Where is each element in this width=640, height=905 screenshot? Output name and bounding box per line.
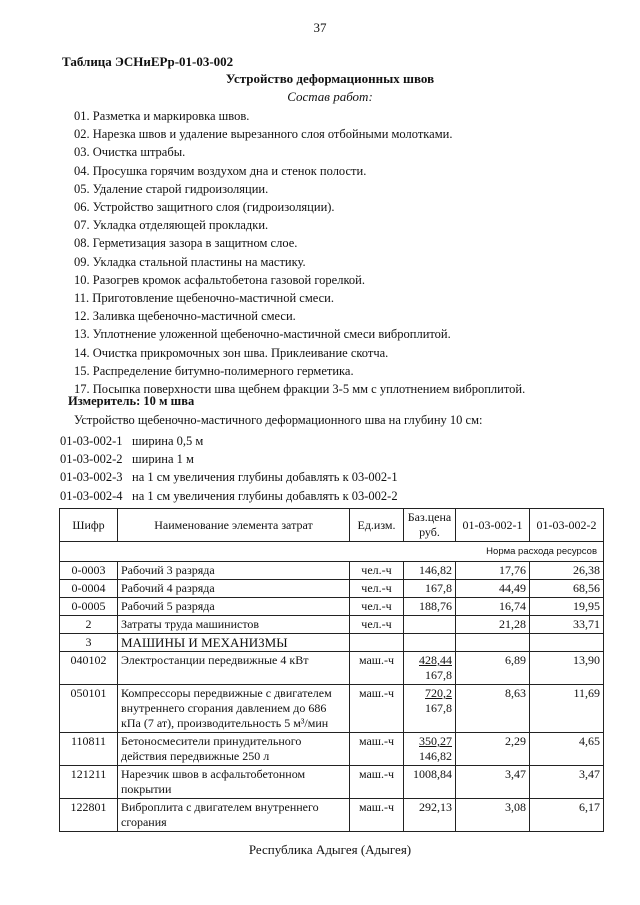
cell-value-1: 16,74 bbox=[456, 598, 530, 616]
cell-price bbox=[404, 634, 456, 652]
variant-item bbox=[60, 450, 398, 468]
cell-name: МАШИНЫ И МЕХАНИЗМЫ bbox=[118, 634, 350, 652]
cell-value-2: 26,38 bbox=[530, 562, 604, 580]
cell-unit bbox=[350, 634, 404, 652]
variant-code: 01-03-002-1 bbox=[60, 434, 123, 448]
header-price: Баз.цена руб. bbox=[404, 509, 456, 542]
cell-code: 121211 bbox=[60, 766, 118, 799]
cell-price bbox=[404, 685, 456, 733]
table-header-row bbox=[60, 509, 604, 542]
cell-price: 146,82 bbox=[404, 562, 456, 580]
header-name: Наименование элемента затрат bbox=[118, 509, 350, 542]
table-row bbox=[60, 685, 604, 733]
cell-code: 3 bbox=[60, 634, 118, 652]
cell-value-1: 44,49 bbox=[456, 580, 530, 598]
cell-price bbox=[404, 652, 456, 685]
cell-name: Затраты труда машинистов bbox=[118, 616, 350, 634]
cell-name: Рабочий 3 разряда bbox=[118, 562, 350, 580]
cell-unit: маш.-ч bbox=[350, 652, 404, 685]
work-item: 07. Укладка отделяющей прокладки. bbox=[74, 218, 269, 233]
cell-unit: маш.-ч bbox=[350, 766, 404, 799]
cell-code: 050101 bbox=[60, 685, 118, 733]
cell-name: Нарезчик швов в асфальтобетонном покрытии bbox=[118, 766, 350, 799]
work-item: 08. Герметизация зазора в защитном слое. bbox=[74, 236, 298, 251]
cell-value-2: 11,69 bbox=[530, 685, 604, 733]
cell-code: 040102 bbox=[60, 652, 118, 685]
header-col1: 01-03-002-1 bbox=[456, 509, 530, 542]
table-title: Устройство деформационных швов bbox=[225, 71, 435, 86]
cell-value-1: 8,63 bbox=[456, 685, 530, 733]
cell-price bbox=[404, 616, 456, 634]
page-number: 37 bbox=[313, 20, 327, 35]
cell-unit: маш.-ч bbox=[350, 799, 404, 832]
variant-text: ширина 0,5 м bbox=[132, 434, 204, 448]
work-item: 13. Уплотнение уложенной щебеночно-мастичной смеси виброплитой. bbox=[74, 327, 451, 342]
cell-value-1 bbox=[456, 634, 530, 652]
cell-code: 110811 bbox=[60, 733, 118, 766]
table-row bbox=[60, 616, 604, 634]
cell-unit: маш.-ч bbox=[350, 685, 404, 733]
price-secondary: 167,8 bbox=[425, 701, 452, 715]
cell-name: Компрессоры передвижные с двигателем внутреннего сгорания давлением до 686 кПа (7 ат), производительность 5 м³/мин bbox=[118, 685, 350, 733]
resource-table bbox=[59, 508, 604, 832]
work-item: 15. Распределение битумно-полимерного герметика. bbox=[74, 363, 354, 378]
table-row bbox=[60, 799, 604, 832]
header-unit: Ед.изм. bbox=[350, 509, 404, 542]
cell-value-1: 17,76 bbox=[456, 562, 530, 580]
work-item: 04. Просушка горячим воздухом дна и стенок полости. bbox=[74, 163, 367, 178]
cell-code: 2 bbox=[60, 616, 118, 634]
cell-price: 292,13 bbox=[404, 799, 456, 832]
section-row bbox=[60, 634, 604, 652]
cell-value-1: 3,08 bbox=[456, 799, 530, 832]
cell-value-1: 3,47 bbox=[456, 766, 530, 799]
cell-name: Рабочий 4 разряда bbox=[118, 580, 350, 598]
work-item: 11. Приготовление щебеночно-мастичной смеси. bbox=[74, 291, 334, 306]
cell-value-2: 13,90 bbox=[530, 652, 604, 685]
cell-name: Виброплита с двигателем внутреннего сгорания bbox=[118, 799, 350, 832]
cell-value-2: 4,65 bbox=[530, 733, 604, 766]
work-item: 06. Устройство защитного слоя (гидроизоляции). bbox=[74, 200, 335, 215]
price-secondary: 167,8 bbox=[425, 668, 452, 682]
price-value: 720,2 bbox=[425, 686, 452, 700]
table-row bbox=[60, 598, 604, 616]
cell-name: Электростанции передвижные 4 кВт bbox=[118, 652, 350, 685]
work-item: 03. Очистка штрабы. bbox=[74, 145, 186, 160]
work-description: Устройство щебеночно-мастичного деформационного шва на глубину 10 см: bbox=[74, 413, 483, 427]
norm-row bbox=[60, 542, 604, 562]
cell-value-1: 6,89 bbox=[456, 652, 530, 685]
variant-item bbox=[60, 468, 398, 486]
work-item: 05. Удаление старой гидроизоляции. bbox=[74, 181, 269, 196]
cell-price: 167,8 bbox=[404, 580, 456, 598]
cell-unit: чел.-ч bbox=[350, 580, 404, 598]
cell-name: Рабочий 5 разряда bbox=[118, 598, 350, 616]
variant-item bbox=[60, 487, 398, 505]
cell-name: Бетоносмесители принудительного действия передвижные 250 л bbox=[118, 733, 350, 766]
norm-label: Норма расхода ресурсов bbox=[60, 542, 604, 562]
cell-value-2: 33,71 bbox=[530, 616, 604, 634]
cell-unit: чел.-ч bbox=[350, 616, 404, 634]
cell-value-1: 2,29 bbox=[456, 733, 530, 766]
work-item: 14. Очистка прикромочных зон шва. Приклеивание скотча. bbox=[74, 345, 389, 360]
work-composition-heading: Состав работ: bbox=[287, 89, 373, 104]
work-item: 10. Разогрев кромок асфальтобетона газовой горелкой. bbox=[74, 272, 365, 287]
variant-code: 01-03-002-3 bbox=[60, 470, 123, 485]
cell-value-2: 68,56 bbox=[530, 580, 604, 598]
variant-text: на 1 см увеличения глубины добавлять к 03-002-2 bbox=[132, 488, 398, 503]
variant-text: ширина 1 м bbox=[132, 452, 194, 467]
variant-list bbox=[60, 432, 398, 505]
variant-text: на 1 см увеличения глубины добавлять к 03-002-1 bbox=[132, 470, 398, 485]
variant-code: 01-03-002-4 bbox=[60, 488, 123, 503]
cell-unit: чел.-ч bbox=[350, 562, 404, 580]
variant-code: 01-03-002-2 bbox=[60, 452, 123, 467]
work-item: 09. Укладка стальной пластины на мастику. bbox=[74, 254, 306, 269]
cell-unit: маш.-ч bbox=[350, 733, 404, 766]
work-item: 17. Посыпка поверхности шва щебнем фракции 3-5 мм с уплотнением виброплитой. bbox=[74, 382, 526, 397]
cell-code: 0-0004 bbox=[60, 580, 118, 598]
cell-code: 122801 bbox=[60, 799, 118, 832]
header-code: Шифр bbox=[60, 509, 118, 542]
cell-code: 0-0005 bbox=[60, 598, 118, 616]
cell-value-2: 19,95 bbox=[530, 598, 604, 616]
price-value: 350,27 bbox=[419, 734, 452, 748]
work-item: 01. Разметка и маркировка швов. bbox=[74, 109, 250, 123]
table-row bbox=[60, 562, 604, 580]
cell-price: 188,76 bbox=[404, 598, 456, 616]
table-row bbox=[60, 766, 604, 799]
cell-code: 0-0003 bbox=[60, 562, 118, 580]
table-code: Таблица ЭСНиЕРр-01-03-002 bbox=[62, 54, 234, 69]
price-secondary: 146,82 bbox=[419, 749, 452, 763]
meter-label: Измеритель: 10 м шва bbox=[68, 394, 195, 408]
cell-value-2: 3,47 bbox=[530, 766, 604, 799]
cell-price: 1008,84 bbox=[404, 766, 456, 799]
work-list bbox=[74, 107, 525, 398]
cell-value-2 bbox=[530, 634, 604, 652]
table-row bbox=[60, 580, 604, 598]
cell-value-2: 6,17 bbox=[530, 799, 604, 832]
work-item: 02. Нарезка швов и удаление вырезанного слоя отбойными молотками. bbox=[74, 127, 453, 142]
header-col2: 01-03-002-2 bbox=[530, 509, 604, 542]
table-row bbox=[60, 733, 604, 766]
cell-price bbox=[404, 733, 456, 766]
cell-value-1: 21,28 bbox=[456, 616, 530, 634]
table-row bbox=[60, 652, 604, 685]
price-value: 428,44 bbox=[419, 653, 452, 667]
variant-item bbox=[60, 432, 398, 450]
work-item: 12. Заливка щебеночно-мастичной смеси. bbox=[74, 309, 296, 324]
cell-unit: чел.-ч bbox=[350, 598, 404, 616]
page-footer: Республика Адыгея (Адыгея) bbox=[248, 842, 412, 857]
